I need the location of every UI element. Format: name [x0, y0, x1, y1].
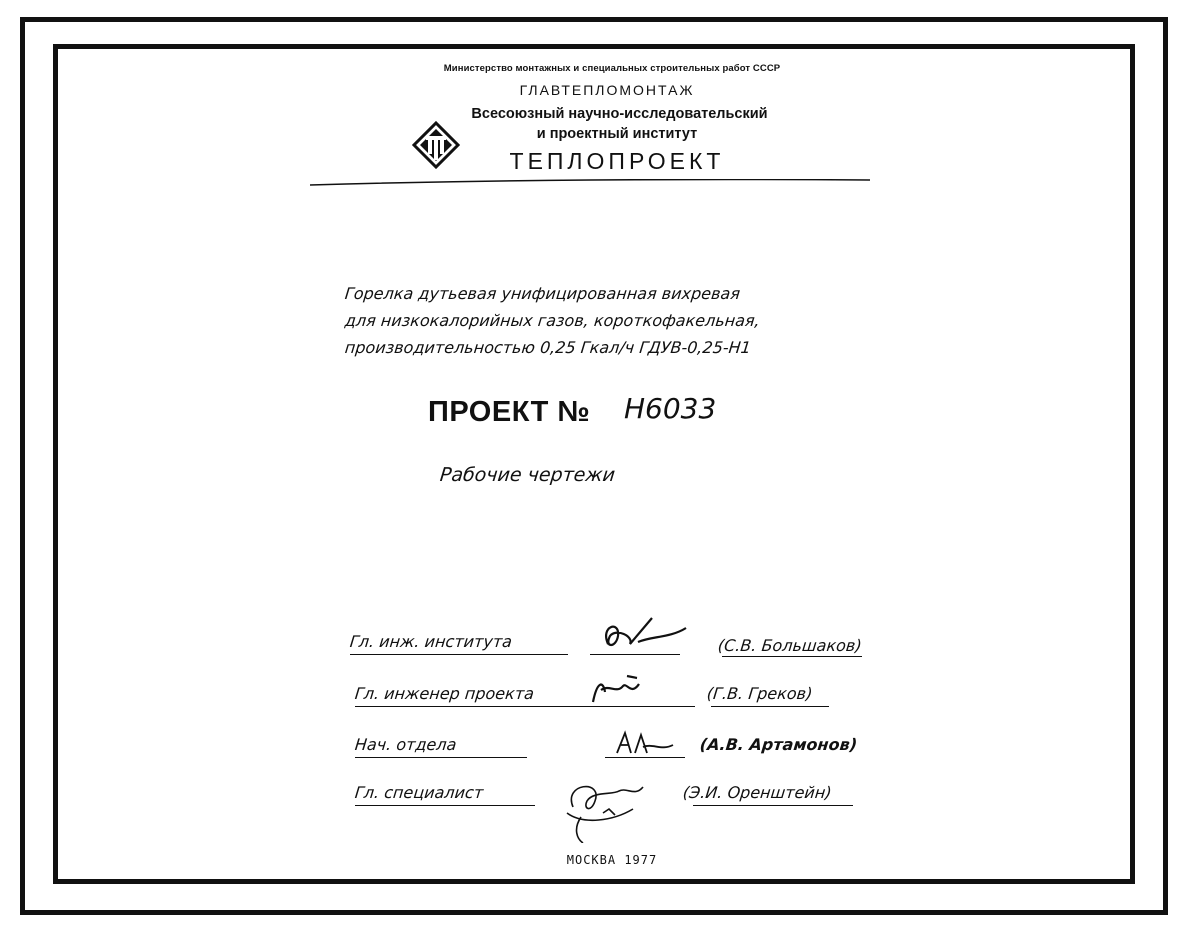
description-line-3: производительностью 0,25 Гкал/ч ГДУВ-0,25-Н1 [344, 338, 752, 357]
institute-line-1: Всесоюзный научно-исследовательский [471, 106, 768, 122]
project-number: Н6033 [624, 392, 717, 425]
signature-mark [613, 727, 677, 759]
role-underline [355, 805, 535, 806]
signature-mark [587, 672, 647, 708]
signature-row [355, 684, 875, 710]
signature-mark [543, 773, 673, 843]
institute-logo-icon [412, 121, 460, 169]
signature-role: Нач. отдела [354, 735, 458, 754]
signature-mark [590, 606, 700, 656]
signature-underline [590, 654, 680, 655]
signatory-name: (С.В. Большаков) [717, 636, 863, 655]
signature-row [343, 783, 883, 809]
name-underline [711, 706, 829, 707]
header-divider [310, 179, 870, 187]
name-underline [722, 656, 862, 657]
glavteplomontazh-line: ГЛАВТЕПЛОМОНТАЖ [519, 82, 695, 98]
signature-role: Гл. специалист [354, 783, 485, 802]
ministry-line: Министерство монтажных и специальных строительных работ СССР [443, 63, 781, 74]
signature-row [355, 735, 875, 761]
institute-name: ТЕПЛОПРОЕКТ [509, 148, 725, 174]
institute-line-2: и проектный институт [536, 126, 698, 142]
signatory-name: (Э.И. Оренштейн) [682, 783, 833, 802]
signature-underline [605, 757, 685, 758]
signature-row [350, 632, 870, 658]
city-year: МОСКВА 1977 [566, 853, 658, 867]
role-underline [355, 757, 527, 758]
working-drawings-subtitle: Рабочие чертежи [438, 464, 617, 486]
name-underline [693, 805, 853, 806]
signature-role: Гл. инженер проекта [354, 684, 536, 703]
role-underline [350, 654, 568, 655]
description-line-2: для низкокалорийных газов, короткофакельная, [344, 311, 761, 330]
project-label: ПРОЕКТ № [428, 396, 591, 428]
signatory-name: (А.В. Артамонов) [699, 735, 859, 754]
signatory-name: (Г.В. Греков) [706, 684, 814, 703]
signature-role: Гл. инж. института [349, 632, 514, 651]
description-line-1: Горелка дутьевая унифицированная вихревая [344, 284, 742, 303]
